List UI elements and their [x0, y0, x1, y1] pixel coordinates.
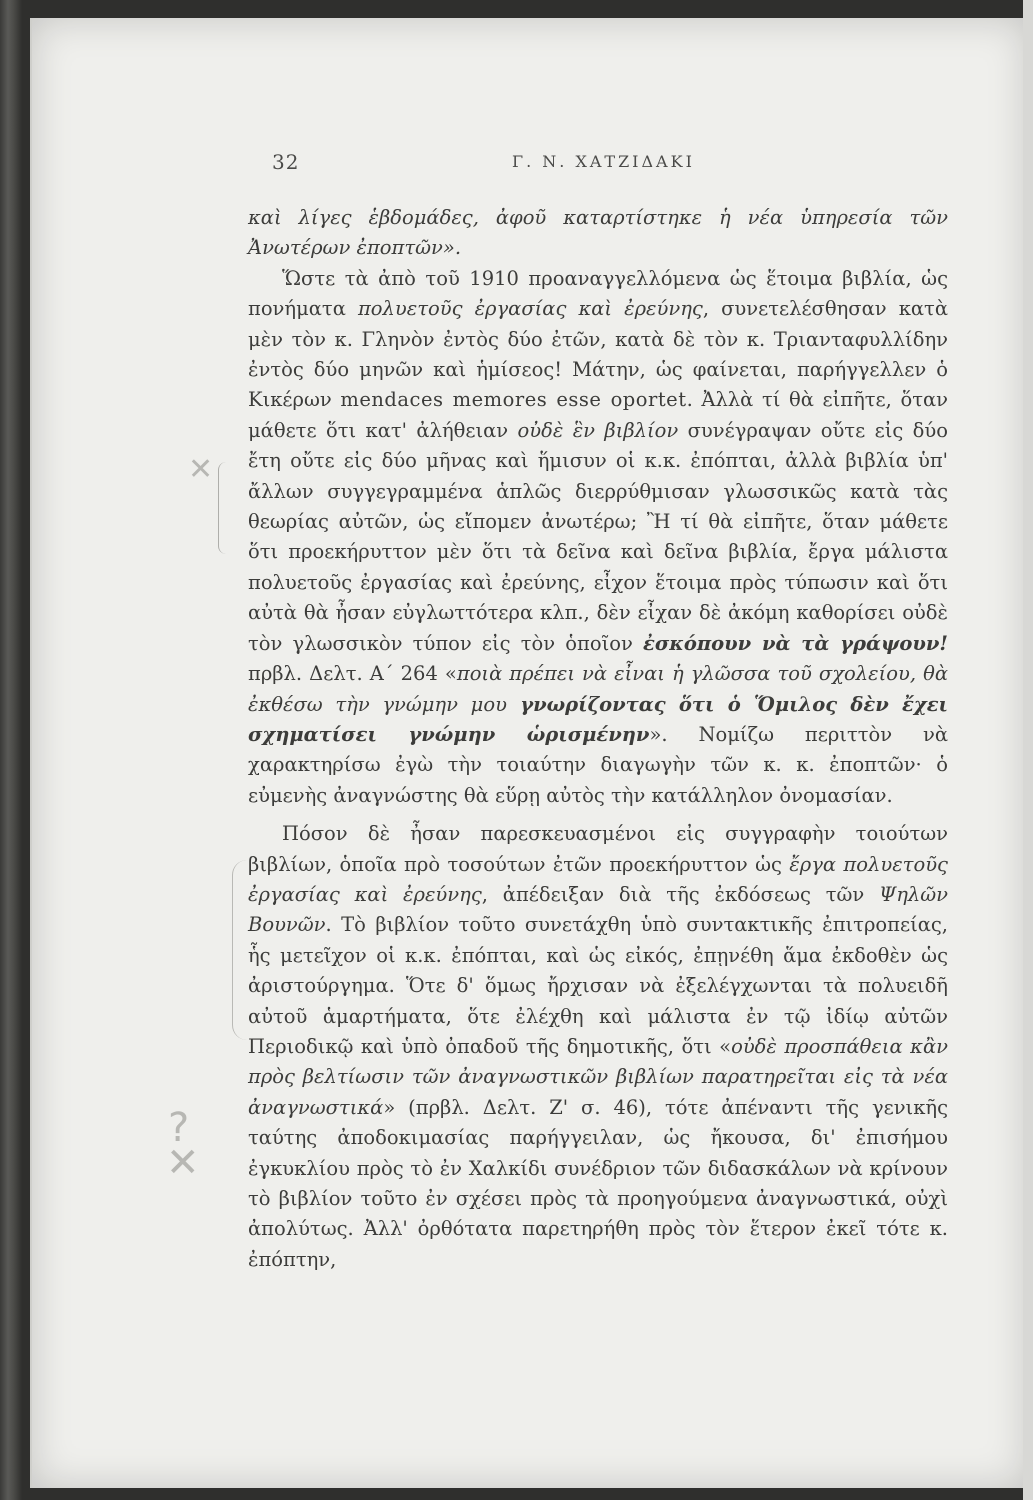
- page-number: 32: [272, 150, 300, 174]
- text-run: , ἀπέδειξαν διὰ τῆς ἐκδόσεως τῶν: [481, 882, 880, 906]
- quote-continuation: καὶ λίγες ἑβδομάδες, ἀφοῦ καταρτίστηκε ἡ νέα ὑπηρεσία τῶν Ἀνωτέρων ἐποπτῶν».: [248, 206, 948, 260]
- italic-run: οὐδὲ ἓν βιβλίον: [517, 418, 679, 442]
- pencil-cross-mark-bottom: ✕: [166, 1140, 200, 1186]
- bold-italic-run: γνωρίζοντας ὅτι ὁ Ὅμιλος δὲν ἔχει σχηματίσει γνώμην ὡρισμένην: [248, 692, 948, 746]
- pencil-cross-mark-top: ✕: [188, 452, 214, 487]
- text-run: . Ἀλλὰ τί θὰ εἰπῆτε, ὅταν μάθετε ὅτι κατ' ἀλήθειαν: [248, 388, 949, 442]
- pencil-bracket-mark-lower: [232, 860, 247, 1040]
- text-run: . Τὸ βιβλίον τοῦτο συνετάχθη ὑπὸ συντακτικῆς ἐπιτροπείας, ἧς μετεῖχον οἱ κ.κ. ἐπόπται, καὶ ὡς εἰκός, ἐπῃνέθη ἅμα ἐκδοθὲν ὡς ἀριστούργημα. Ὅτε δ' ὅμως ἤρχισαν νὰ ἐξελέγχωνται τὰ πολυειδῆ αὐτοῦ ἁμαρτήματα, ὅτε ἐλέχθη καὶ μάλιστα ἐν τῷ ἰδίῳ αὐτῶν Περιοδικῷ καὶ ὑπὸ ὀπαδοῦ τῆς δημοτικῆς, ὅτι «: [248, 913, 948, 1058]
- text-run: » (πρβλ. Δελτ. Ζ' σ. 46), τότε ἀπέναντι τῆς γενικῆς ταύτης ἀποδοκιμασίας παρήγγειλαν, ὡς ἤκουσα, δι' ἐπισήμου ἐγκυκλίου πρὸς τὸ ἐν Χαλκίδι συνέδριον τῶν διδασκάλων νὰ κρίνουν τὸ βιβλίον τοῦτο ἐν σχέσει πρὸς τὰ προηγούμενα ἀναγνωστικά, οὐχὶ ἀπολύτως. Ἀλλ' ὀρθότατα παρετηρήθη πρὸς τὸν ἕτερον ἐκεῖ τότε κ. ἐπόπτην,: [248, 1095, 948, 1271]
- pencil-question-mark: ?: [168, 1105, 190, 1151]
- text-run: πρβλ. Δελτ. Α΄ 264 «: [248, 662, 457, 686]
- italic-run: οὐδὲ προσπάθεια κἂν πρὸς βελτίωσιν τῶν ἀναγνωστικῶν βιβλίων παρατηρεῖται εἰς τὰ νέα ἀναγνωστικά: [248, 1034, 948, 1119]
- page-edge: [1023, 0, 1033, 1500]
- paragraph-2: [248, 819, 948, 1275]
- running-head: Γ. Ν. ΧΑΤΖΙΔΑΚΙ: [512, 152, 695, 171]
- bold-italic-run: ἐσκόπουν νὰ τὰ γράψουν!: [643, 631, 948, 655]
- text-run: Ὥστε τὰ ἀπὸ τοῦ 1910 προαναγγελλόμενα ὡς ἕτοιμα βιβλία, ὡς πονήματα: [248, 266, 948, 321]
- paragraph-1: [248, 203, 948, 811]
- text-run: συνέγραψαν οὔτε εἰς δύο ἔτη οὔτε εἰς δύο μῆνας καὶ ἥμισυν οἱ κ.κ. ἐπόπται, ἀλλὰ βιβλία ὑπ' ἄλλων συγγεγραμμένα ἁπλῶς διερρύθμισαν γλωσσικῶς κατὰ τὰς θεωρίας αὐτῶν, ὡς εἴπομεν ἀνωτέρω; Ἢ τί θὰ εἰπῆτε, ὅταν μάθετε ὅτι προεκήρυττον μὲν ὅτι τὰ δεῖνα καὶ δεῖνα βιβλία, ἔργα μάλιστα πολυετοῦς ἐργασίας καὶ ἐρεύνης, εἶχον ἕτοιμα πρὸς τύπωσιν καὶ ὅτι αὐτὰ θὰ ἦσαν εὐγλωττότερα κλπ., δὲν εἶχαν δὲ ἀκόμη καθορίσει οὐδὲ τὸν γλωσσικὸν τύπον εἰς τὸν ὁποῖον: [248, 418, 948, 655]
- text-run: Πόσον δὲ ἦσαν παρεσκευασμένοι εἰς συγγραφὴν τοιούτων βιβλίων, ὁποῖα πρὸ τοσούτων ἐτῶν προεκήρυττον ὡς: [248, 822, 948, 876]
- italic-run: ἔργα πολυετοῦς ἐργασίας καὶ ἐρεύνης: [248, 852, 948, 906]
- latin-quote: mendaces memores esse oportet: [340, 388, 687, 412]
- book-title: Ψηλῶν Βουνῶν: [248, 882, 948, 937]
- body-text: [248, 203, 948, 1275]
- italic-run: ποιὰ πρέπει νὰ εἶναι ἡ γλῶσσα τοῦ σχολείου, θὰ ἐκθέσω τὴν γνώμην μου: [248, 662, 949, 716]
- text-run: , συνετελέσθησαν κατὰ μὲν τὸν κ. Γληνὸν ἐντὸς δύο ἐτῶν, κατὰ δὲ τὸν κ. Τριανταφυλλίδην ἐντὸς δύο μηνῶν καὶ ἡμίσεος! Μάτην, ὡς φαίνεται, παρήγγελλεν ὁ Κικέρων: [248, 297, 948, 412]
- italic-run: πολυετοῦς ἐργασίας καὶ ἐρεύνης: [357, 297, 703, 321]
- pencil-bracket-mark: [218, 462, 229, 554]
- text-run: ». Νομίζω περιττὸν νὰ χαρακτηρίσω ἐγὼ τὴν τοιαύτην διαγωγὴν τῶν κ. κ. ἐποπτῶν· ὁ εὐμενὴς ἀναγνώστης θὰ εὕρῃ αὐτὸς τὴν κατάλληλον ὀνομασίαν.: [248, 722, 949, 807]
